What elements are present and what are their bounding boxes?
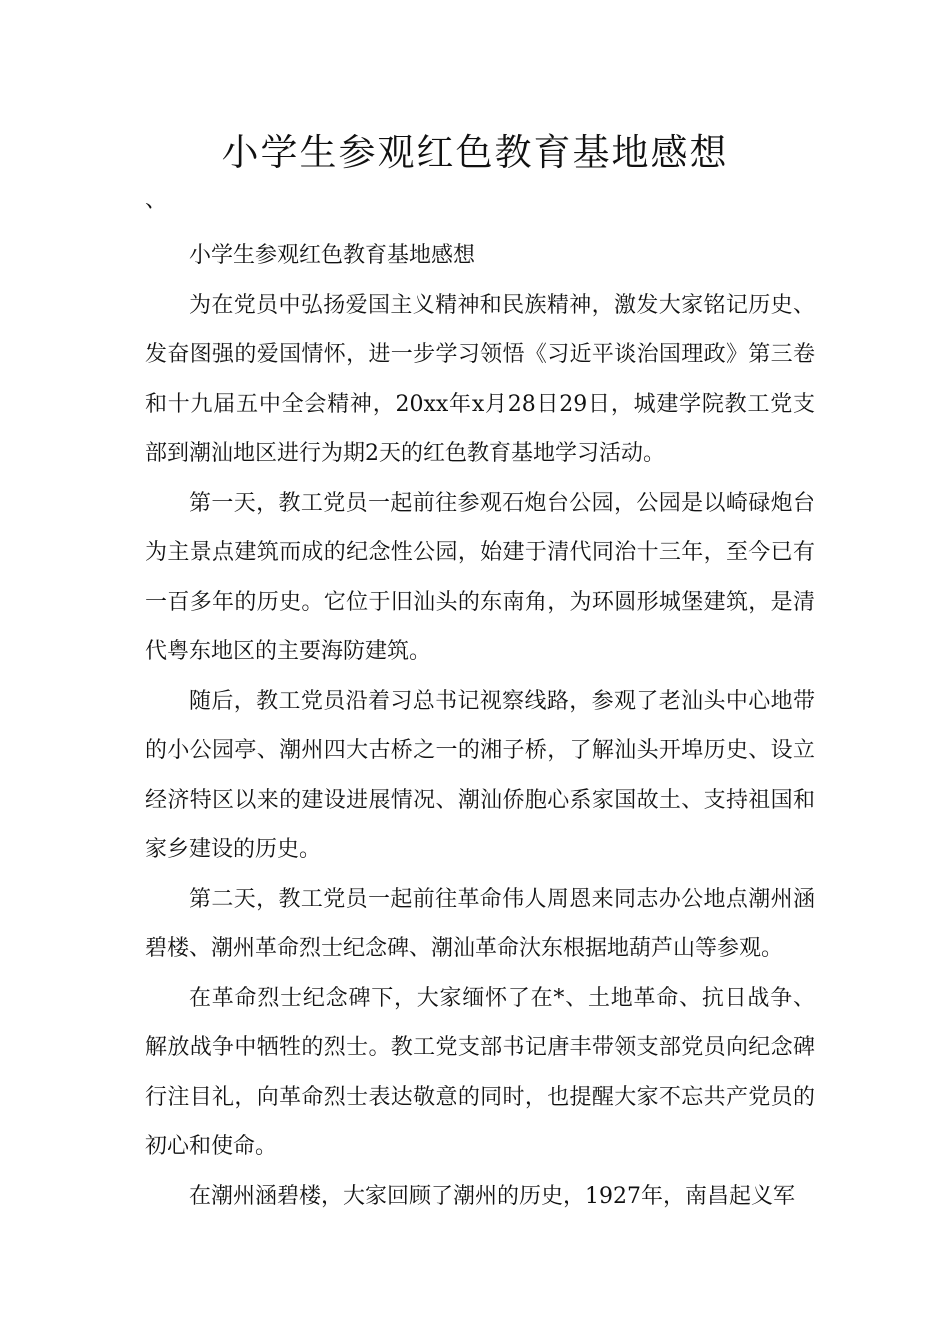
paragraph-monument: 在革命烈士纪念碑下，大家缅怀了在*、土地革命、抗日战争、解放战争中牺牲的烈士。教工党支部书记唐丰带领支部党员向纪念碑行注目礼，向革命烈士表达敬意的同时，也提醒大家不忘共产党员的初心和使命。: [145, 985, 815, 1159]
paragraph-subtitle: 小学生参观红色教育基地感想: [189, 243, 476, 268]
document-body: [145, 231, 815, 1221]
paragraph-hanbi-tower: 在潮州涵碧楼，大家回顾了潮州的历史，1927年，南昌起义军: [189, 1183, 795, 1209]
paragraph-day-two: 第二天，教工党员一起前往革命伟人周恩来同志办公地点潮州涵碧楼、潮州革命烈士纪念碑、潮汕革命汏东根据地葫芦山等参观。: [145, 886, 815, 961]
paragraph-intro: 为在党员中弘扬爱国主义精神和民族精神，激发大家铭记历史、发奋图强的爱国情怀，进一步学习领悟《习近平谈治国理政》第三卷和十九届五中全会精神，20xx年x月28日29日，城建学院教工党支部到潮汕地区进行为期2天的红色教育基地学习活动。: [145, 292, 815, 466]
paragraph-route-visit: 随后，教工党员沿着习总书记视察线路，参观了老汕头中心地带的小公园亭、潮州四大古桥之一的湘子桥，了解汕头开埠历史、设立经济特区以来的建设进展情况、潮汕侨胞心系家国故土、支持祖国和家乡建设的历史。: [145, 688, 815, 862]
paragraph-day-one: 第一天，教工党员一起前往参观石炮台公园，公园是以崎碌炮台为主景点建筑而成的纪念性公园，始建于清代同治十三年，至今已有一百多年的历史。它位于旧汕头的东南角，为环圆形城堡建筑，是清代粤东地区的主要海防建筑。: [145, 490, 815, 664]
enumeration-mark: 、: [145, 188, 168, 213]
document-title: 小学生参观红色教育基地感想: [221, 131, 729, 174]
